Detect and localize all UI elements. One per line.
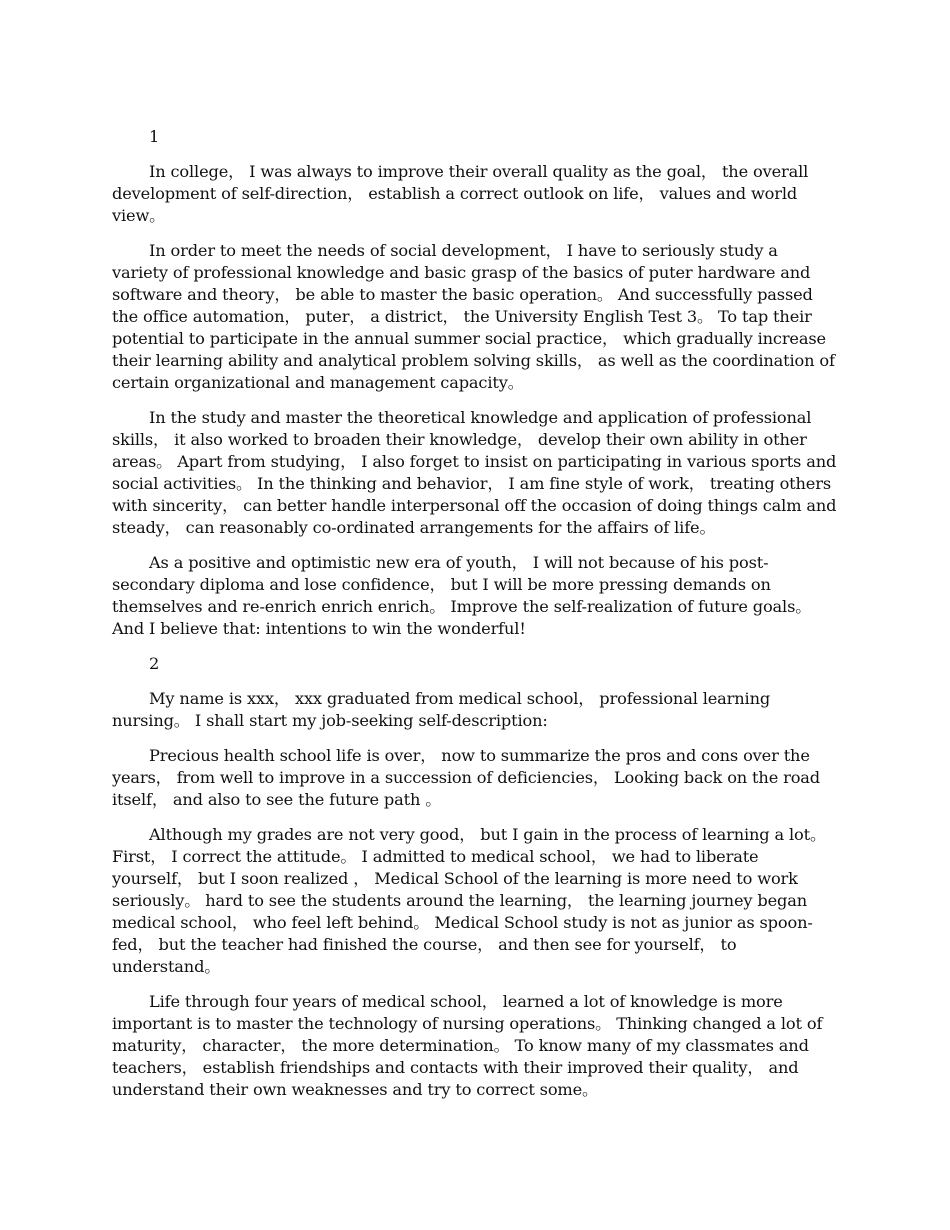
- paragraph: In order to meet the needs of social development， I have to seriously study a variety of professional knowledge and basic grasp of the basics of puter hardware and software and theory， be able to master the basic operation。 And successfully passed the office automation， puter， a district， the University English Test 3。 To tap their potential to participate in the annual summer social practice， which gradually increase their learning ability and analytical problem solving skills， as well as the coordination of certain organizational and management capacity。: [112, 241, 835, 392]
- paragraph: Precious health school life is over， now to summarize the pros and cons over the years， from well to improve in a succession of deficiencies， Looking back on the road itself， and also to see the future path 。: [112, 746, 821, 810]
- paragraph: My name is xxx， xxx graduated from medical school， professional learning nursing。 I shall start my job-seeking self-description:: [112, 688, 771, 730]
- paragraph: Although my grades are not very good， but I gain in the process of learning a lot。 First， I correct the attitude。 I admitted to medical school， we had to liberate yourself， but I soon realized ， Medical School of the learning is more need to work seriously。 hard to see the students around the learning， the learning journey began medical school， who feel left behind。 Medical School study is not as junior as spoon-fed， but the teacher had finished the course， and then see for yourself， to understand。: [112, 825, 826, 976]
- section-1: [112, 126, 838, 640]
- section-number: 1: [149, 127, 160, 146]
- section-number: 2: [149, 654, 160, 674]
- paragraph: As a positive and optimistic new era of youth， I will not because of his post-secondary diploma and lose confidence， but I will be more pressing demands on themselves and re-enrich enrich enrich。 Improve the self-realization of future goals。 And I believe that: intentions to win the wonderful!: [112, 552, 812, 638]
- paragraph: In the study and master the theoretical knowledge and application of professional skills， it also worked to broaden their knowledge， develop their own ability in other areas。 Apart from studying， I also forget to insist on participating in various sports and social activities。 In the thinking and behavior， I am fine style of work， treating others with sincerity， can better handle interpersonal off the occasion of doing things calm and steady， can reasonably co-ordinated arrangements for the affairs of life。: [112, 407, 837, 537]
- section-2: [112, 653, 838, 1101]
- paragraph: In college， I was always to improve their overall quality as the goal， the overall development of self-direction， establish a correct outlook on life， values and world view。: [112, 161, 809, 225]
- document-page: [112, 126, 838, 1114]
- paragraph: Life through four years of medical school， learned a lot of knowledge is more important is to master the technology of nursing operations。 Thinking changed a lot of maturity， character， the more determination。 To know many of my classmates and teachers， establish friendships and contacts with their improved their quality， and understand their own weaknesses and try to correct some。: [112, 992, 823, 1099]
